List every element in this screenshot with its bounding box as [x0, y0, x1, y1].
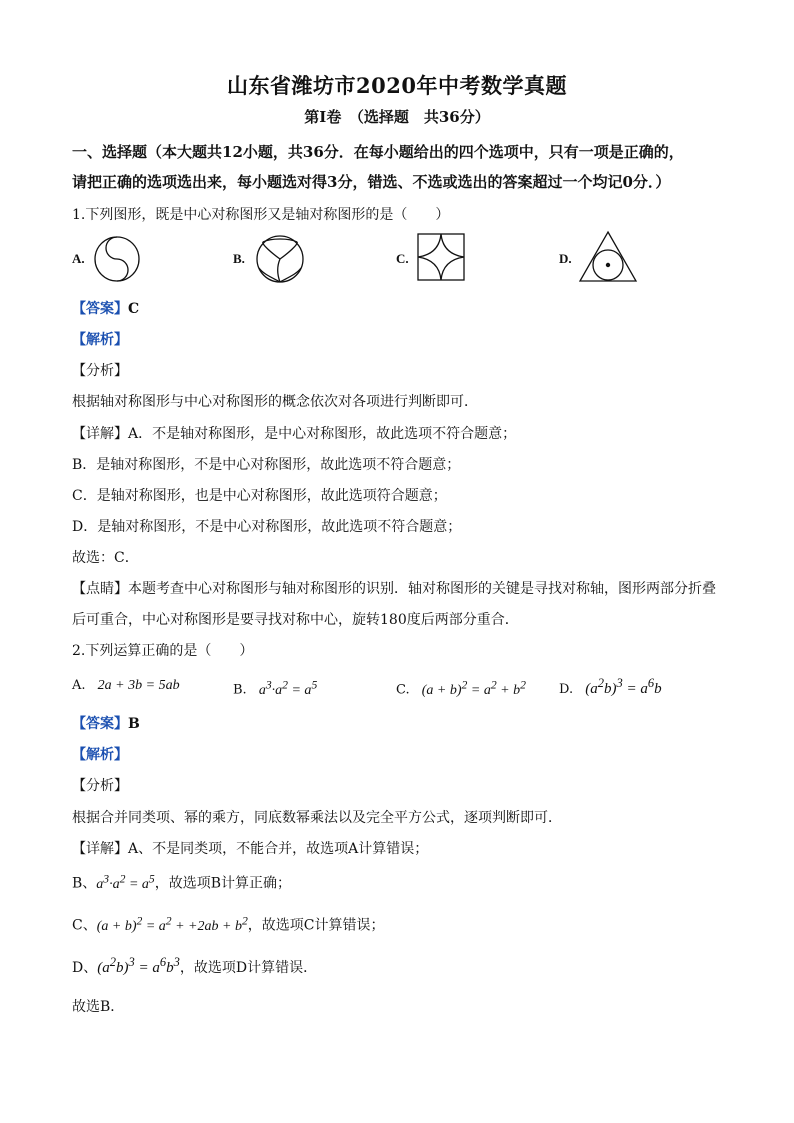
q2-detail-d-expression: $(a^2b)^3 = a^6b^3$ — [97, 955, 180, 976]
q2-detail-c — [72, 914, 385, 935]
q2-analysis-tag: 【解析】 — [72, 747, 128, 763]
q1-detail-b: B．是轴对称图形，不是中心对称图形，故此选项不符合题意； — [72, 457, 461, 473]
q1-option-b-trefoil-figure — [253, 234, 313, 284]
q1-option-b-label: B. — [233, 251, 245, 266]
q2-detail-d — [72, 955, 317, 977]
q2-detail-b-suffix: ，故选项B计算正确； — [154, 875, 292, 892]
q1-option-c-label: C. — [396, 251, 409, 266]
q1-choose: 故选：C． — [72, 550, 139, 566]
q2-detail-b-prefix: B、 — [72, 875, 97, 892]
q2-option-a-expression: 2a + 3b = 5ab — [97, 678, 180, 693]
q2-option-c-label: C. — [396, 682, 410, 698]
q2-option-b-label: B. — [233, 682, 247, 698]
q1-option-c-star-in-square-figure — [416, 232, 466, 284]
q1-detail-a: 【详解】A．不是轴对称图形，是中心对称图形，故此选项不符合题意； — [72, 426, 517, 442]
q1-fenxi-tag: 【分析】 — [72, 363, 128, 379]
q1-analysis-tag: 【解析】 — [72, 332, 128, 348]
q1-dianjing-line-2: 后可重合，中心对称图形是要寻找对称中心，旋转180度后两部分重合． — [72, 612, 519, 628]
q2-detail-c-prefix: C、 — [72, 917, 97, 934]
q1-answer-tag: 【答案】 — [72, 301, 128, 317]
q2-detail-b — [72, 872, 291, 893]
page-subtitle: 第Ⅰ卷 （选择题 共36分） — [304, 108, 490, 126]
q1-stem: 1.下列图形，既是中心对称图形又是轴对称图形的是（ ） — [72, 207, 450, 223]
q2-option-d — [559, 676, 662, 698]
q1-fenxi: 根据轴对称图形与中心对称图形的概念依次对各项进行判断即可． — [72, 394, 478, 410]
q2-answer — [72, 713, 140, 733]
q2-option-a — [72, 678, 180, 694]
q1-dianjing-line-1: 【点睛】本题考查中心对称图形与轴对称图形的识别．轴对称图形的关键是寻找对称轴，图形两部分折叠 — [72, 581, 716, 597]
q2-stem: 2.下列运算正确的是（ ） — [72, 643, 254, 659]
q2-detail-c-suffix: ，故选项C计算错误； — [247, 917, 385, 934]
q2-fenxi: 根据合并同类项、幂的乘方，同底数幂乘法以及完全平方公式，逐项判断即可． — [72, 810, 562, 826]
q2-option-d-expression: $(a^2b)^3 = a^6b$ — [585, 676, 662, 697]
page-title: 山东省潍坊市2020年中考数学真题 — [227, 73, 567, 98]
q2-detail-d-prefix: D、 — [72, 960, 98, 976]
q2-option-d-label: D. — [559, 682, 574, 697]
q1-detail-d: D．是轴对称图形，不是中心对称图形，故此选项不符合题意； — [72, 519, 462, 535]
q2-fenxi-tag: 【分析】 — [72, 778, 128, 794]
q2-answer-tag: 【答案】 — [72, 716, 128, 732]
q2-answer-value: B — [128, 716, 140, 732]
q1-option-d-triangle-circle-figure — [577, 229, 639, 285]
q1-answer-value: C — [128, 301, 140, 317]
q2-detail-a: 【详解】A、不是同类项，不能合并，故选项A计算错误； — [72, 841, 429, 857]
q2-option-b — [233, 678, 317, 699]
q1-option-a-yinyang-figure — [92, 234, 152, 284]
q2-option-a-label: A. — [72, 678, 86, 693]
q2-detail-c-expression: $(a + b)^2 = a^2 + +2ab + b^2$ — [96, 914, 248, 934]
q2-option-b-expression: $a^3\cdot a^2 = a^5$ — [258, 678, 318, 698]
q2-option-c — [396, 678, 526, 699]
q1-answer — [72, 298, 139, 318]
section-heading-line-1: 一、选择题（本大题共12小题，共36分．在每小题给出的四个选项中，只有一项是正确的， — [72, 143, 684, 161]
q1-option-a-label: A. — [72, 251, 85, 266]
q1-detail-c: C．是轴对称图形，也是中心对称图形，故此选项符合题意； — [72, 488, 447, 504]
q1-option-d-label: D. — [559, 251, 572, 266]
q2-choose: 故选B． — [72, 999, 125, 1015]
section-heading-line-2: 请把正确的选项选出来，每小题选对得3分，错选、不选或选出的答案超过一个均记0分．） — [72, 173, 671, 191]
q2-detail-d-suffix: ，故选项D计算错误． — [179, 960, 318, 976]
q2-option-c-expression: $(a + b)^2 = a^2 + b^2$ — [421, 678, 526, 698]
q2-detail-b-expression: $a^3\cdot a^2 = a^5$ — [96, 872, 155, 892]
